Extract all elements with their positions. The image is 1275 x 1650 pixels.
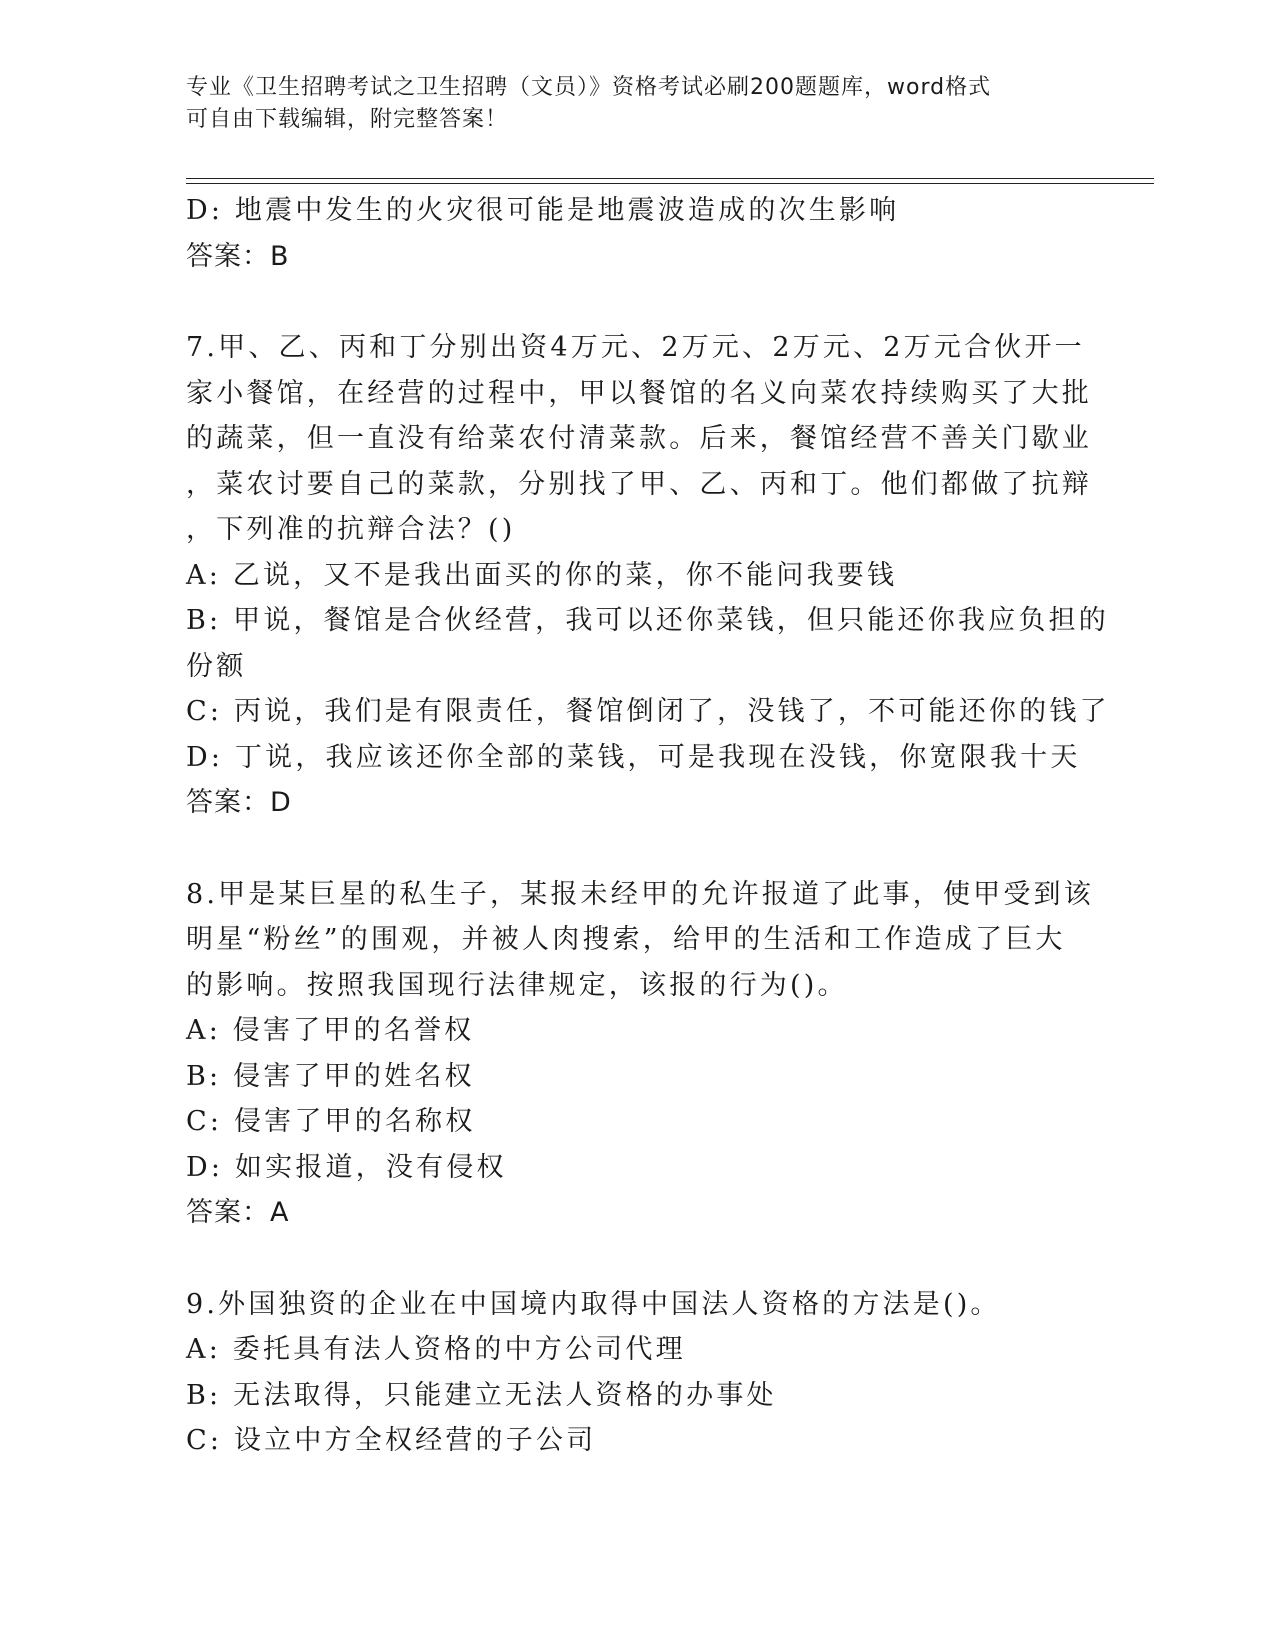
question-gap [186,826,1076,872]
option-c: C: 丙说，我们是有限责任，餐馆倒闭了，没钱了，不可能还你的钱了 [186,696,1110,727]
answer: 答案：D [186,787,292,818]
option-b-continued: 份额 [186,650,247,682]
page-header [186,72,1066,136]
question-stem-line: 9.外国独资的企业在中国境内取得中国法人资格的方法是()。 [186,1288,1001,1320]
option-d: D: 地震中发生的火灾很可能是地震波造成的次生影响 [186,195,900,226]
question-stem-line: 的影响。按照我国现行法律规定，该报的行为()。 [186,969,848,1001]
question-9 [186,1282,1076,1464]
option-a: A: 乙说，又不是我出面买的你的菜，你不能问我要钱 [186,559,898,591]
question-stem-line: 的蔬菜，但一直没有给菜农付清菜款。后来，餐馆经营不善关门歇业 [186,423,1092,454]
answer: 答案：B [186,240,290,272]
option-d: D: 丁说，我应该还你全部的菜钱，可是我现在没钱，你宽限我十天 [186,741,1081,773]
question-stem-line: ，菜农讨要自己的菜款，分别找了甲、乙、丙和丁。他们都做了抗辩 [186,468,1092,500]
question-gap [186,1236,1076,1282]
option-b: B: 无法取得，只能建立无法人资格的办事处 [186,1379,777,1411]
option-b: B: 侵害了甲的姓名权 [186,1060,475,1092]
question-stem-line: 8.甲是某巨星的私生子，某报未经甲的允许报道了此事，使甲受到该 [186,878,1094,910]
question-content [186,188,1110,1464]
option-b: B: 甲说，餐馆是合伙经营，我可以还你菜钱，但只能还你我应负担的 [186,605,1109,636]
option-c: C: 设立中方全权经营的子公司 [186,1425,597,1456]
header-line-2: 可自由下载编辑，附完整答案！ [186,107,509,132]
question-8 [186,872,1094,1236]
question-stem-line: 家小餐馆，在经营的过程中，甲以餐馆的名义向菜农持续购买了大批 [186,377,1092,409]
header-divider-bottom [186,183,1154,184]
question-stem-line: 明星“粉丝”的围观，并被人肉搜索，给甲的生活和工作造成了巨大 [186,924,1066,955]
question-7 [186,325,1110,826]
header-divider-top [186,178,1154,179]
option-a: A: 委托具有法人资格的中方公司代理 [186,1334,686,1365]
option-d: D: 如实报道，没有侵权 [186,1151,507,1183]
question-stem-line: 7.甲、乙、丙和丁分别出资4万元、2万元、2万元、2万元合伙开一 [186,332,1085,363]
question-stem-line: ，下列准的抗辩合法？() [186,514,516,545]
option-c: C: 侵害了甲的名称权 [186,1106,476,1137]
answer: 答案：A [186,1197,290,1228]
header-line-1: 专业《卫生招聘考试之卫生招聘（文员）》资格考试必刷200题题库，word格式 [186,75,992,100]
option-a: A: 侵害了甲的名誉权 [186,1015,475,1046]
question-gap [186,279,1076,325]
question-6-tail [186,188,1076,279]
